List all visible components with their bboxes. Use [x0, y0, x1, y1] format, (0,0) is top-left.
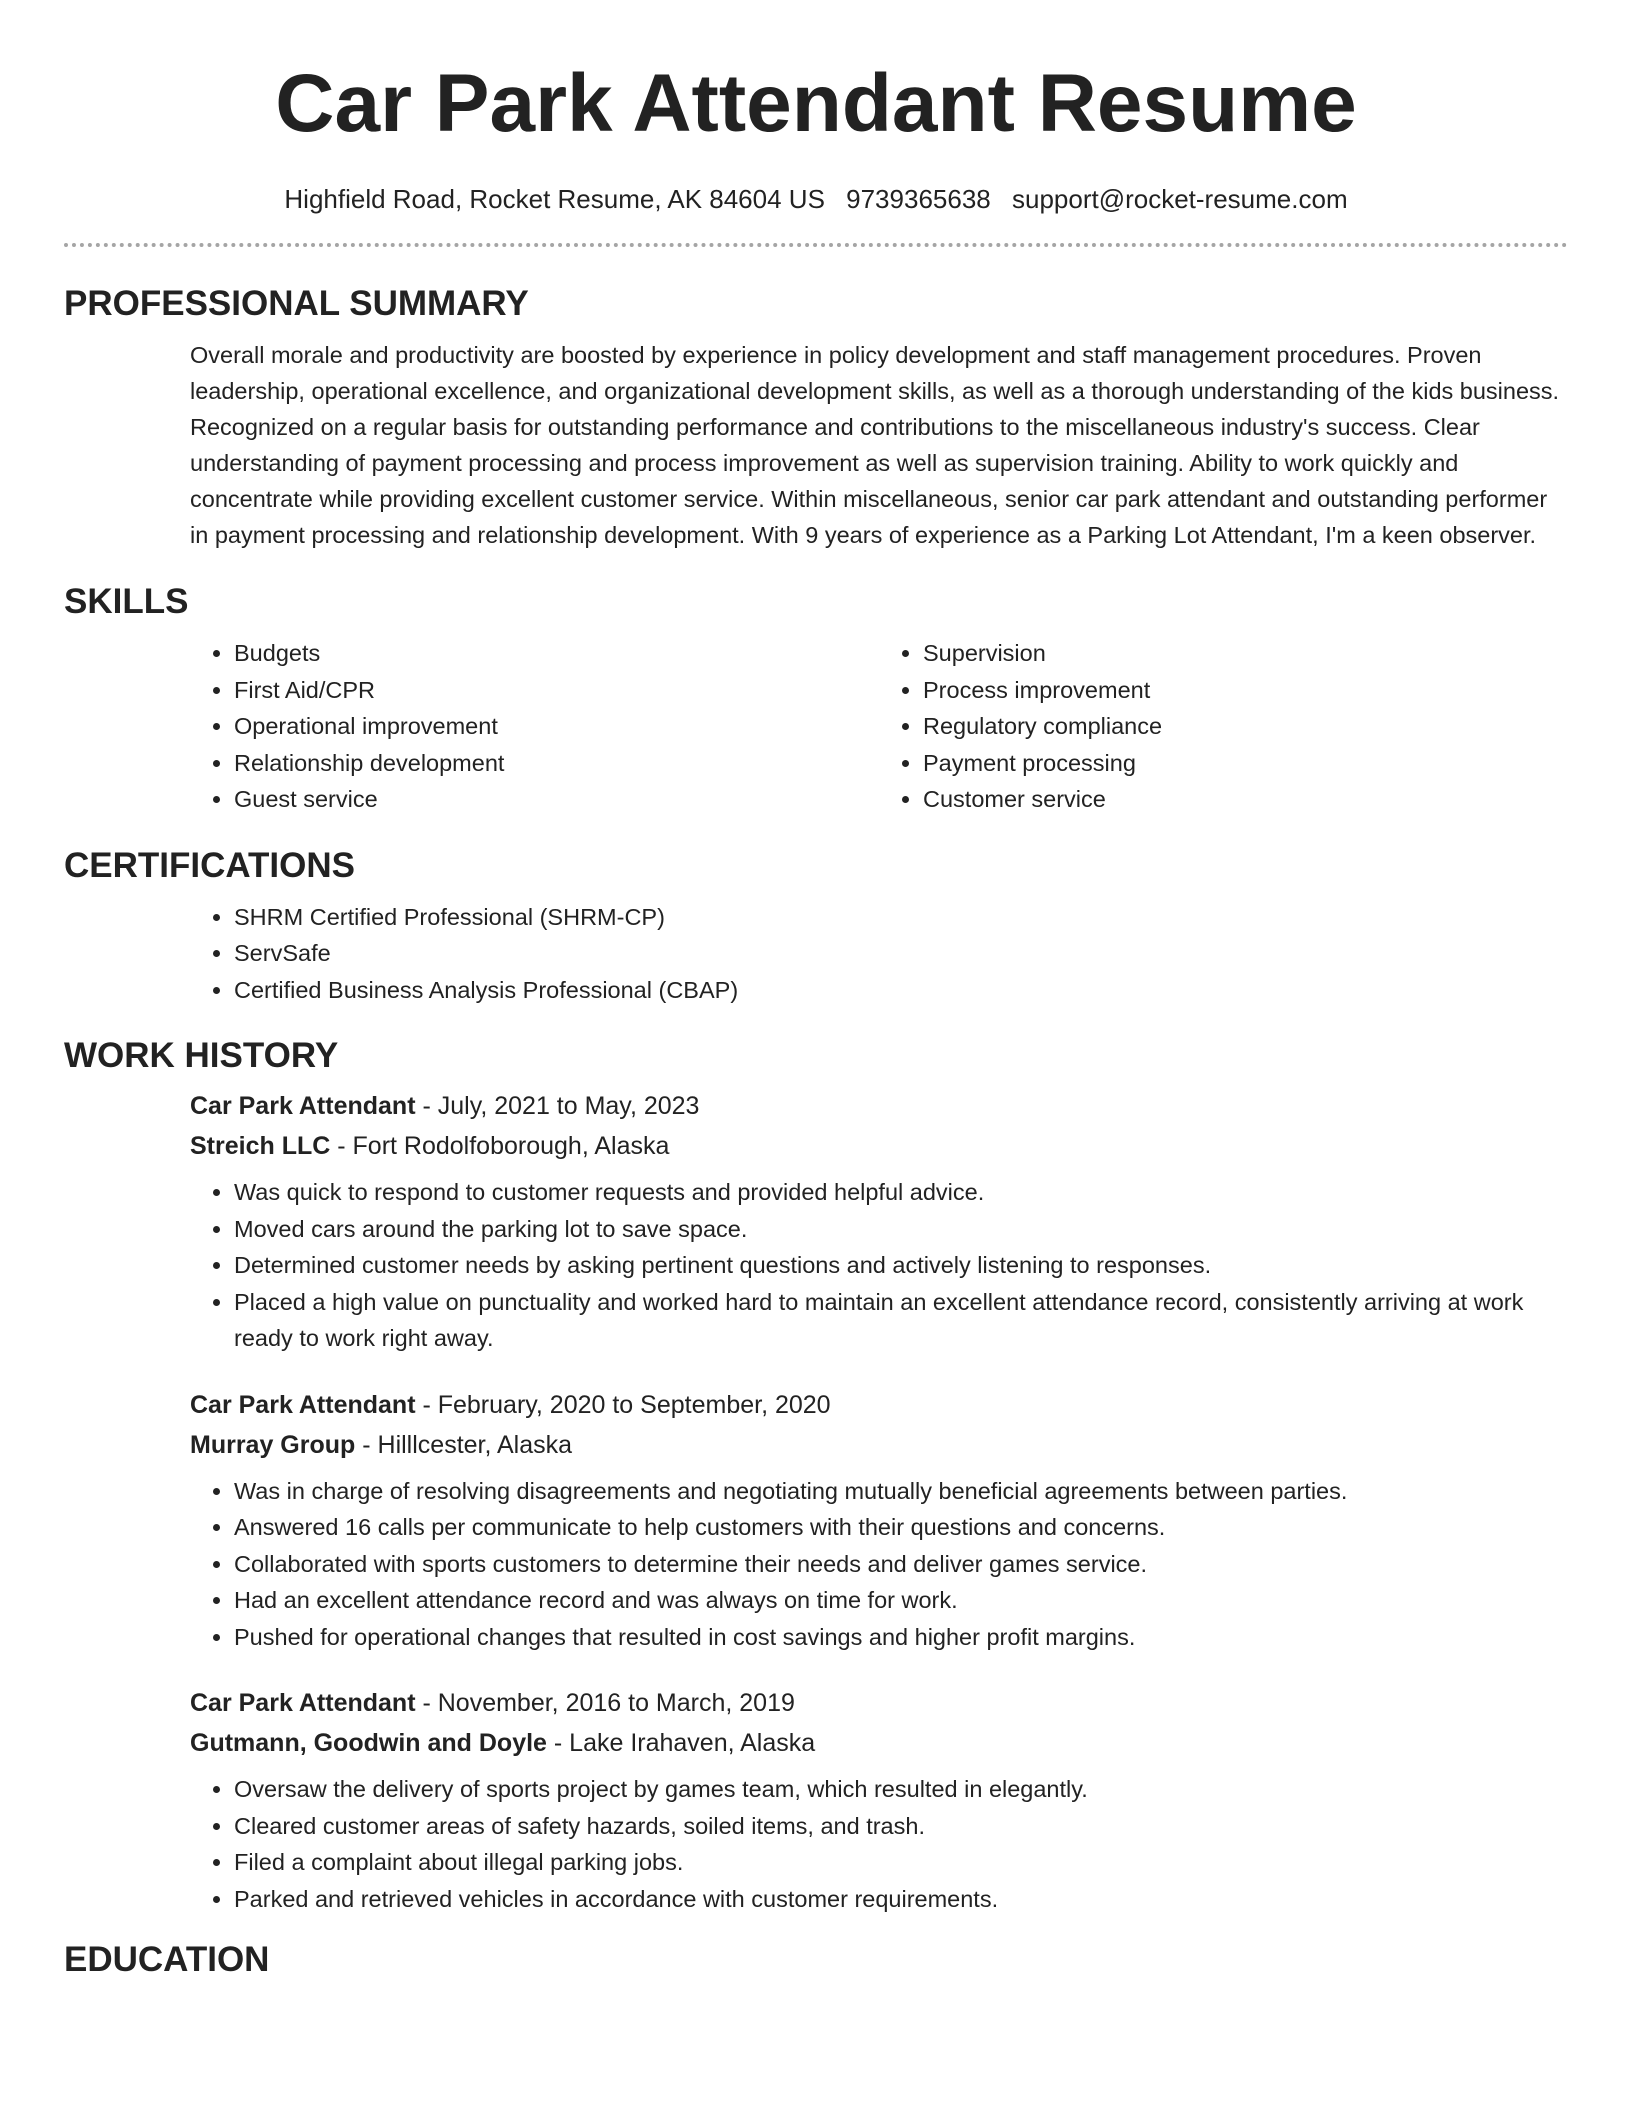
education-section — [0, 1942, 1632, 1977]
list-item: • Parked and retrieved vehicles in accordance with customer requirements. — [234, 1881, 1568, 1918]
certifications-body — [190, 899, 1568, 1009]
job-location: - Lake Irahaven, Alaska — [546, 1729, 816, 1757]
list-item: • Guest service — [234, 781, 879, 818]
summary-heading: PROFESSIONAL SUMMARY — [64, 284, 529, 323]
job-bullets — [190, 1473, 1568, 1656]
job-dates: - November, 2016 to March, 2019 — [415, 1689, 795, 1717]
job-title: Car Park Attendant — [190, 1390, 416, 1419]
list-item: • Filed a complaint about illegal parking jobs. — [234, 1844, 1568, 1881]
list-item: • SHRM Certified Professional (SHRM-CP) — [234, 899, 1568, 936]
summary-text: Overall morale and productivity are boosted by experience in policy development and staff management procedures. Proven leadership, operational excellence, and organizational development skills, as well as a thorough understanding of the kids business. Recognized on a regular basis for outstanding performance and contributions to the miscellaneous industry's success. Clear understanding of payment processing and process improvement as well as supervision training. Ability to work quickly and concentrate while providing excellent customer service. Within miscellaneous, senior car park attendant and outstanding performer in payment processing and relationship development. With 9 years of experience as a Parking Lot Attendant, I'm a keen observer. — [190, 342, 1560, 548]
list-item: • Certified Business Analysis Professional (CBAP) — [234, 972, 1568, 1009]
list-item: • Operational improvement — [234, 708, 879, 745]
skills-heading: SKILLS — [64, 582, 189, 621]
job-entry — [190, 1086, 1568, 1357]
header-divider — [64, 243, 1568, 247]
certifications-list — [190, 899, 1568, 1009]
work-history-section — [0, 1038, 1632, 1917]
certifications-section — [0, 845, 1632, 1009]
certifications-heading: CERTIFICATIONS — [64, 845, 356, 885]
list-item: • Was in charge of resolving disagreements and negotiating mutually beneficial agreements between parties. — [234, 1473, 1568, 1510]
job-company: Gutmann, Goodwin and Doyle — [190, 1729, 547, 1757]
list-item: • Supervision — [923, 635, 1568, 672]
list-item: • First Aid/CPR — [234, 672, 879, 709]
list-item: • Was quick to respond to customer requests and provided helpful advice. — [234, 1174, 1568, 1211]
contact-phone: 9739365638 — [846, 184, 991, 214]
list-item: • Customer service — [923, 781, 1568, 818]
list-item: • Payment processing — [923, 745, 1568, 782]
list-item: • Determined customer needs by asking pertinent questions and actively listening to responses. — [234, 1247, 1568, 1284]
list-item: • Pushed for operational changes that resulted in cost savings and higher profit margins. — [234, 1619, 1568, 1656]
list-item: • Answered 16 calls per communicate to help customers with their questions and concerns. — [234, 1509, 1568, 1546]
contact-line — [0, 186, 1632, 212]
job-company-line — [190, 1126, 1568, 1166]
list-item: • Process improvement — [923, 672, 1568, 709]
job-company: Murray Group — [190, 1430, 356, 1459]
job-bullets — [190, 1174, 1568, 1357]
job-bullets — [190, 1771, 1568, 1917]
job-title-line — [190, 1683, 1568, 1723]
contact-address: Highfield Road, Rocket Resume, AK 84604 US — [284, 184, 825, 214]
job-entry — [190, 1683, 1568, 1917]
work-history-heading: WORK HISTORY — [64, 1036, 339, 1075]
list-item: • ServSafe — [234, 935, 1568, 972]
job-company: Streich LLC — [190, 1132, 331, 1160]
list-item: • Collaborated with sports customers to determine their needs and deliver games service. — [234, 1546, 1568, 1583]
job-location: - Fort Rodolfoborough, Alaska — [330, 1132, 670, 1160]
resume-title: Car Park Attendant Resume — [275, 58, 1357, 149]
list-item: • Placed a high value on punctuality and worked hard to maintain an excellent attendance record, consistently arriving at work ready to work right away. — [234, 1284, 1568, 1357]
job-title: Car Park Attendant — [190, 1092, 416, 1120]
job-company-line — [190, 1425, 1568, 1465]
job-dates: - February, 2020 to September, 2020 — [415, 1390, 831, 1419]
summary-section — [0, 286, 1632, 553]
job-entry — [190, 1385, 1568, 1656]
job-title-line — [190, 1086, 1568, 1126]
education-heading: EDUCATION — [64, 1940, 270, 1979]
list-item: • Budgets — [234, 635, 879, 672]
skills-grid — [190, 635, 1568, 818]
skills-section — [0, 584, 1632, 818]
skills-list-right — [879, 635, 1568, 818]
contact-email[interactable]: support@rocket-resume.com — [1011, 184, 1348, 214]
job-title-line — [190, 1385, 1568, 1425]
job-dates: - July, 2021 to May, 2023 — [415, 1092, 700, 1120]
list-item: • Oversaw the delivery of sports project by games team, which resulted in elegantly. — [234, 1771, 1568, 1808]
job-company-line — [190, 1723, 1568, 1763]
skills-list-left — [190, 635, 879, 818]
list-item: • Moved cars around the parking lot to save space. — [234, 1211, 1568, 1248]
list-item: • Had an excellent attendance record and was always on time for work. — [234, 1582, 1568, 1619]
job-location: - Hilllcester, Alaska — [355, 1430, 573, 1459]
list-item: • Cleared customer areas of safety hazards, soiled items, and trash. — [234, 1808, 1568, 1845]
list-item: • Regulatory compliance — [923, 708, 1568, 745]
job-title: Car Park Attendant — [190, 1689, 416, 1717]
list-item: • Relationship development — [234, 745, 879, 782]
